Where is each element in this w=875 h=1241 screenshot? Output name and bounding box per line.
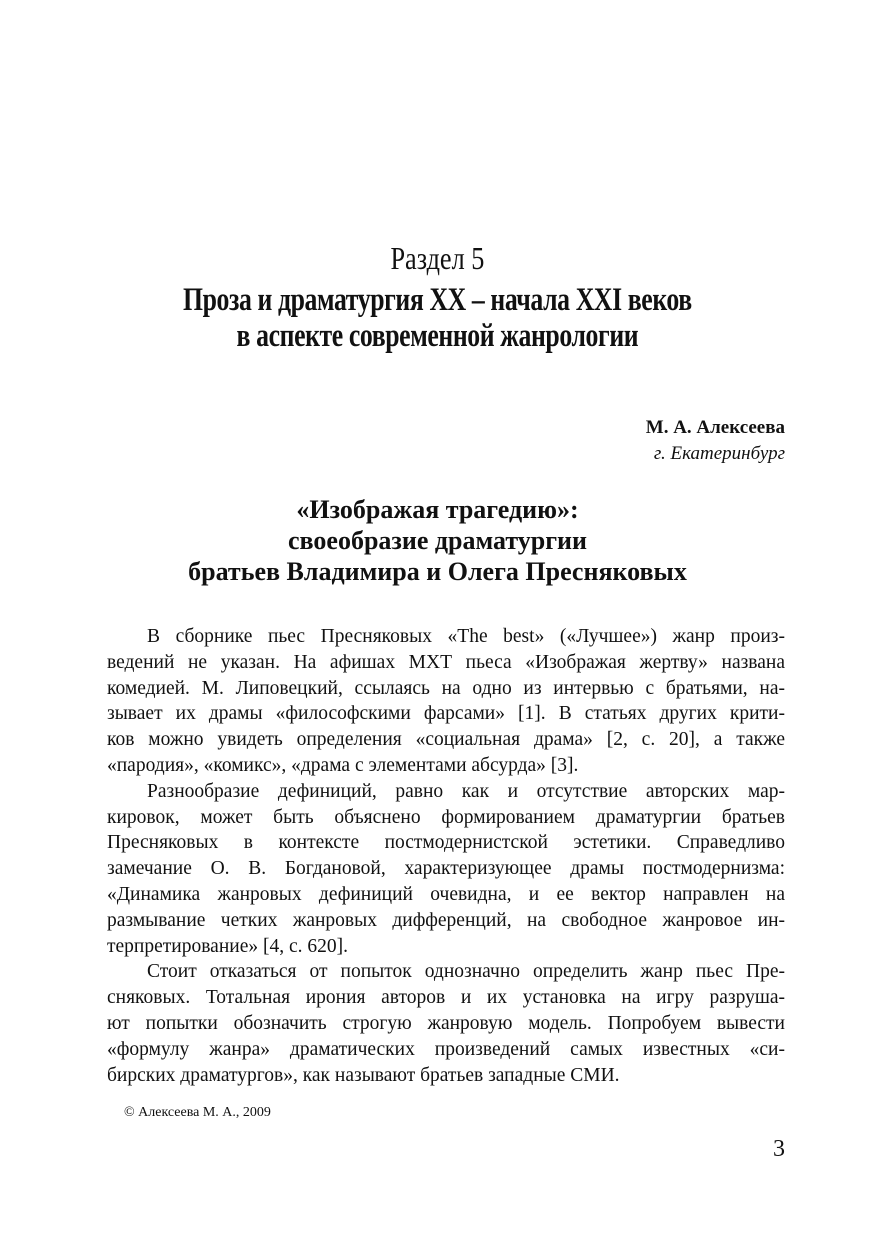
section-title [96,282,779,354]
body-line: бирских драматургов», как называют братьев западные СМИ. [107,1064,620,1086]
body-line: ков можно увидеть определения «социальная драма» [2, с. 20], а также [107,729,785,751]
body-line: «пародия», «комикс», «драма с элементами абсурда» [3]. [107,754,579,776]
article-title-line: братьев Владимира и Олега Пресняковых [188,557,687,586]
article-title [0,494,875,587]
article-title-line: «Изображая трагедию»: [296,495,579,524]
body-line: «формулу жанра» драматических произведений самых известных «си- [107,1038,785,1060]
body-line: замечание О. В. Богдановой, характеризующее драмы постмодернизма: [107,858,785,880]
author-name: М. А. Алексеева [645,417,785,438]
body-line: В сборнике пьес Пресняковых «The best» («Лучшее») жанр произ- [147,626,785,647]
body-line: «Динамика жанровых дефиниций очевидна, и ее вектор направлен на [107,883,785,905]
body-text [107,624,785,1088]
section-number: Раздел 5 [390,240,485,276]
section-title-line: Проза и драматургия XX – начала XXI веков [182,282,692,318]
author-city: г. Екатеринбург [653,443,785,464]
copyright-note: © Алексеева М. А., 2009 [124,1105,271,1120]
page-number: 3 [773,1136,785,1162]
body-line: размывание четких жанровых дифференций, на свободное жанровое ин- [107,909,785,931]
body-line: сняковых. Тотальная ирония авторов и их установка на игру разруша- [107,987,785,1009]
body-line: зывает их драмы «философскими фарсами» [1]. В статьях других крити- [107,703,785,725]
body-line: терпретирование» [4, с. 620]. [107,935,348,957]
section-title-line: в аспекте современной жанрологии [236,318,639,354]
body-line: Пресняковых в контексте постмодернистской эстетики. Справедливо [107,832,785,854]
body-line: ют попытки обозначить строгую жанровую модель. Попробуем вывести [107,1012,785,1034]
body-line: кировок, может быть объяснено формированием драматургии братьев [107,806,785,828]
body-line: Стоит отказаться от попыток однозначно определить жанр пьес Пре- [147,961,785,983]
body-line: комедией. М. Липовецкий, ссылаясь на одно из интервью с братьями, на- [107,677,785,699]
body-line: ведений не указан. На афишах МХТ пьеса «Изображая жертву» названа [107,651,785,673]
article-title-line: своеобразие драматургии [288,526,587,555]
body-line: Разнообразие дефиниций, равно как и отсутствие авторских мар- [147,780,785,802]
